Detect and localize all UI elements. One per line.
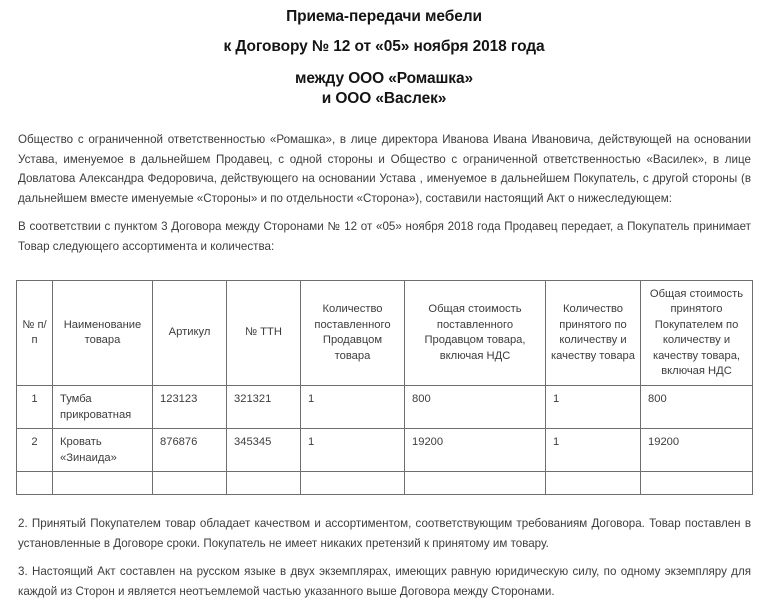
column-header-sum-seller: Общая стоимость поставленного Продавцом товара, включая НДС <box>405 281 546 386</box>
column-header-number: № п/п <box>17 281 53 386</box>
cell-name: Кровать «Зинаида» <box>53 429 153 472</box>
document-title-block <box>0 0 768 109</box>
goods-table-body <box>17 386 753 495</box>
table-header-row <box>17 281 753 386</box>
document-title-line-4: и ООО «Васлек» <box>321 90 447 107</box>
cell-qty-seller <box>301 472 405 495</box>
cell-qty-buyer: 1 <box>546 386 641 429</box>
cell-sum-seller: 19200 <box>405 429 546 472</box>
clause-3-paragraph: 3. Настоящий Акт составлен на русском языке в двух экземплярах, имеющих равную юридическую силу, по одному экземпляру для каждой из Сторон и является неотъемлемой частью указанного выше Договора между Сторонами. <box>18 565 751 598</box>
cell-qty-seller: 1 <box>301 386 405 429</box>
cell-number: 1 <box>17 386 53 429</box>
cell-qty-seller: 1 <box>301 429 405 472</box>
column-header-sum-buyer: Общая стоимость принятого Покупателем по количеству и качеству товара, включая НДС <box>641 281 753 386</box>
cell-qty-buyer <box>546 472 641 495</box>
cell-number <box>17 472 53 495</box>
column-header-article: Артикул <box>153 281 227 386</box>
document-title-line-3: между ООО «Ромашка» <box>294 70 474 87</box>
cell-name <box>53 472 153 495</box>
cell-ttn <box>227 472 301 495</box>
column-header-qty-buyer: Количество принятого по количеству и качеству товара <box>546 281 641 386</box>
goods-table-head <box>17 281 753 386</box>
document-title-line-1: Приема-передачи мебели <box>286 8 482 25</box>
cell-name: Тумба прикроватная <box>53 386 153 429</box>
cell-sum-buyer: 800 <box>641 386 753 429</box>
cell-article: 876876 <box>153 429 227 472</box>
cell-number: 2 <box>17 429 53 472</box>
cell-sum-buyer <box>641 472 753 495</box>
cell-sum-seller <box>405 472 546 495</box>
cell-ttn: 321321 <box>227 386 301 429</box>
goods-table <box>16 280 753 495</box>
column-header-qty-seller: Количество поставленного Продавцом товара <box>301 281 405 386</box>
table-row <box>17 429 753 472</box>
cell-sum-buyer: 19200 <box>641 429 753 472</box>
clause-2-paragraph: 2. Принятый Покупателем товар обладает качеством и ассортиментом, соответствующим требованиям Договора. Товар поставлен в установленные в Договоре сроки. Покупатель не имеет никаких претензий к принятому им товару. <box>18 517 751 550</box>
cell-ttn: 345345 <box>227 429 301 472</box>
column-header-name: Наименование товара <box>53 281 153 386</box>
table-row <box>17 386 753 429</box>
column-header-ttn: № ТТН <box>227 281 301 386</box>
table-row-empty <box>17 472 753 495</box>
cell-article: 123123 <box>153 386 227 429</box>
intro-paragraph: Общество с ограниченной ответственностью «Ромашка», в лице директора Иванова Ивана Ивановича, действующей на основании Устава, именуемое в дальнейшем Продавец, с одной стороны и Общество с ограниченной ответственностью «Василек», в лице Довлатова Александра Федоровича, действующего на основании Устава , именуемое в дальнейшем Покупатель, с другой стороны (в дальнейшем вместе именуемые «Стороны» и по отдельности «Сторона»), составили настоящий Акт о нижеследующем: <box>18 133 751 205</box>
clause-1-paragraph: В соответствии с пунктом 3 Договора между Сторонами № 12 от «05» ноября 2018 года Продавец передает, а Покупатель принимает Товар следующего ассортимента и количества: <box>18 220 751 253</box>
cell-article <box>153 472 227 495</box>
cell-qty-buyer: 1 <box>546 429 641 472</box>
cell-sum-seller: 800 <box>405 386 546 429</box>
document-title-line-2: к Договору № 12 от «05» ноября 2018 года <box>223 38 545 55</box>
